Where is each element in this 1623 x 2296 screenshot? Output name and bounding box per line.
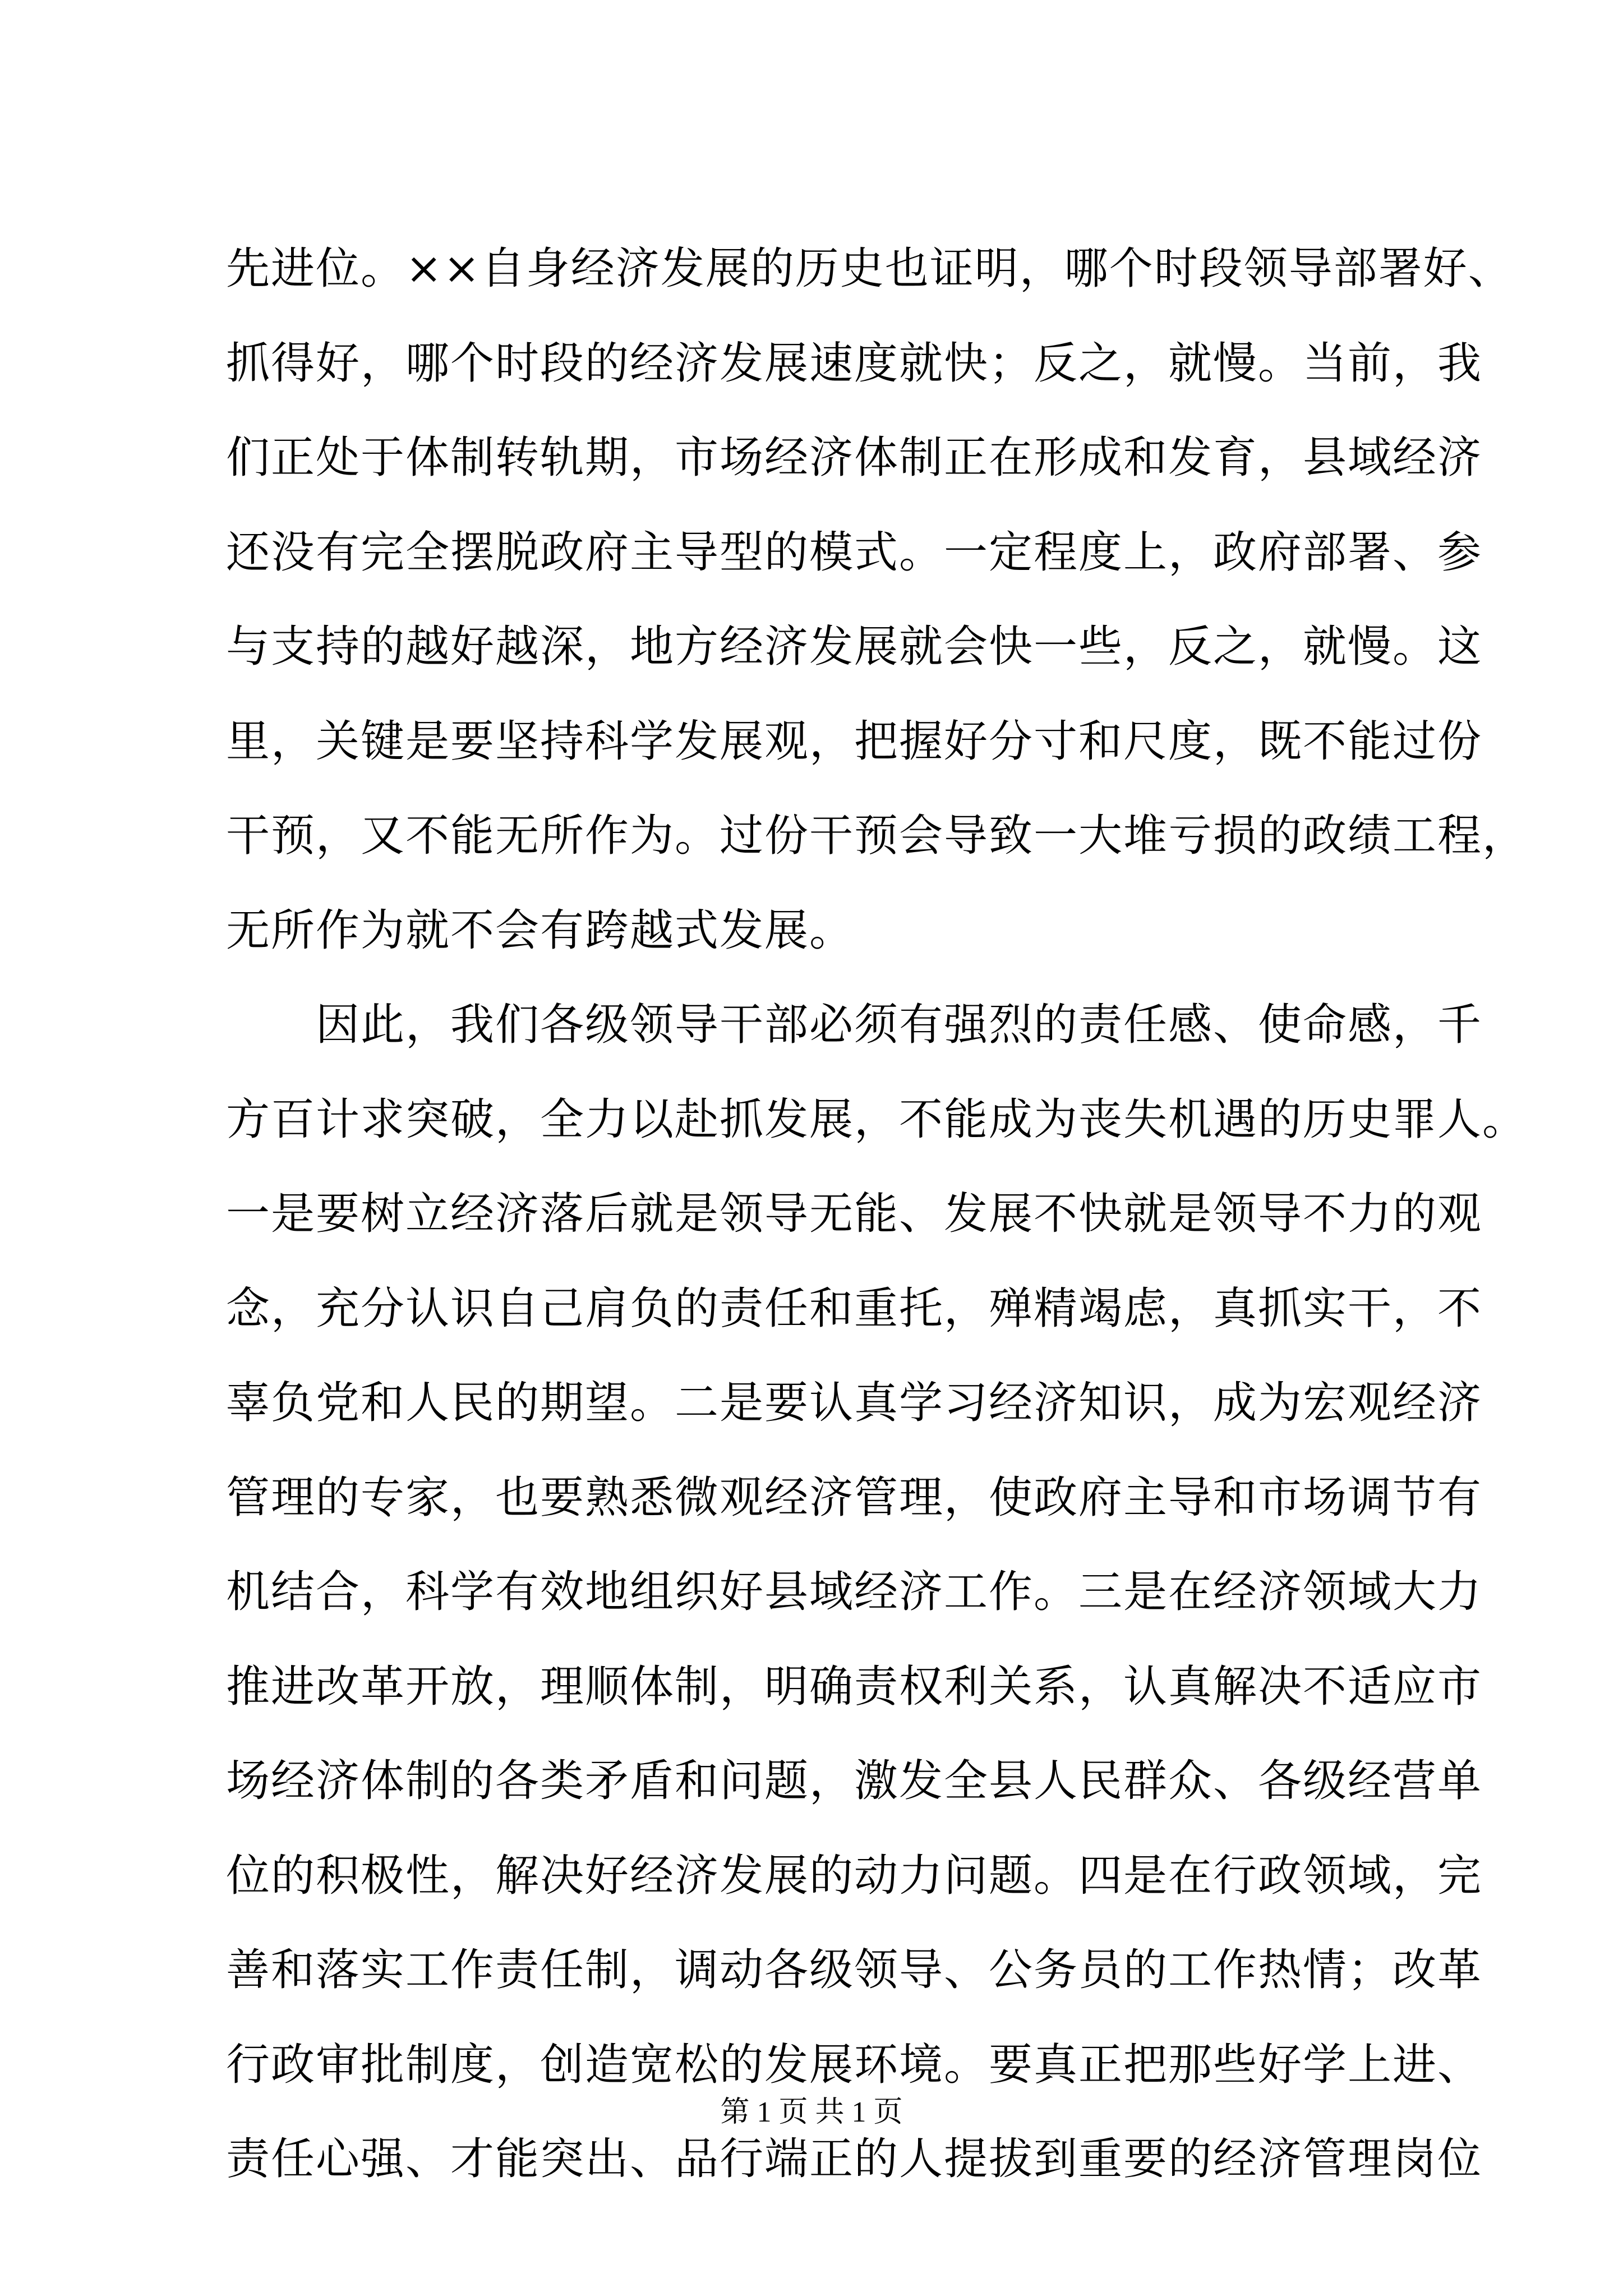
text-line: 因此，我们各级领导干部必须有强烈的责任感、使命感，千 xyxy=(226,1000,1483,1050)
text-line: 们正处于体制转轨期，市场经济体制正在形成和发育，县域经济 xyxy=(226,432,1483,483)
text-line: 与支持的越好越深，地方经济发展就会快一些，反之，就慢。这 xyxy=(226,622,1483,672)
text-line: 推进改革开放，理顺体制，明确责权利关系，认真解决不适应市 xyxy=(226,1661,1483,1712)
text-line: 辜负党和人民的期望。二是要认真学习经济知识，成为宏观经济 xyxy=(226,1378,1483,1428)
text-line: 还没有完全摆脱政府主导型的模式。一定程度上，政府部署、参 xyxy=(226,527,1483,578)
text-line: 行政审批制度，创造宽松的发展环境。要真正把那些好学上进、 xyxy=(226,2039,1483,2090)
text-line: 责任心强、才能突出、品行端正的人提拔到重要的经济管理岗位 xyxy=(226,2134,1483,2184)
text-line: 位的积极性，解决好经济发展的动力问题。四是在行政领域，完 xyxy=(226,1850,1483,1901)
body-text xyxy=(226,222,1528,2207)
text-line: 无所作为就不会有跨越式发展。 xyxy=(226,905,855,956)
text-line: 里，关键是要坚持科学发展观，把握好分寸和尺度，既不能过份 xyxy=(226,716,1483,767)
text-line: 方百计求突破，全力以赴抓发展，不能成为丧失机遇的历史罪人。 xyxy=(226,1094,1528,1145)
text-line: 先进位。××自身经济发展的历史也证明，哪个时段领导部署好、 xyxy=(226,243,1513,294)
text-line: 抓得好，哪个时段的经济发展速度就快；反之，就慢。当前，我 xyxy=(226,338,1483,389)
text-line: 念，充分认识自己肩负的责任和重托，殚精竭虑，真抓实干，不 xyxy=(226,1283,1483,1334)
text-line: 干预，又不能无所作为。过份干预会导致一大堆亏损的政绩工程， xyxy=(226,811,1528,861)
text-line: 场经济体制的各类矛盾和问题，激发全县人民群众、各级经营单 xyxy=(226,1756,1483,1806)
text-line: 一是要树立经济落后就是领导无能、发展不快就是领导不力的观 xyxy=(226,1189,1483,1239)
text-line: 管理的专家，也要熟悉微观经济管理，使政府主导和市场调节有 xyxy=(226,1472,1483,1523)
page-footer: 第 1 页 共 1 页 xyxy=(720,2096,903,2128)
text-line: 善和落实工作责任制，调动各级领导、公务员的工作热情；改革 xyxy=(226,1945,1483,1995)
text-line: 机结合，科学有效地组织好县域经济工作。三是在经济领域大力 xyxy=(226,1567,1483,1617)
